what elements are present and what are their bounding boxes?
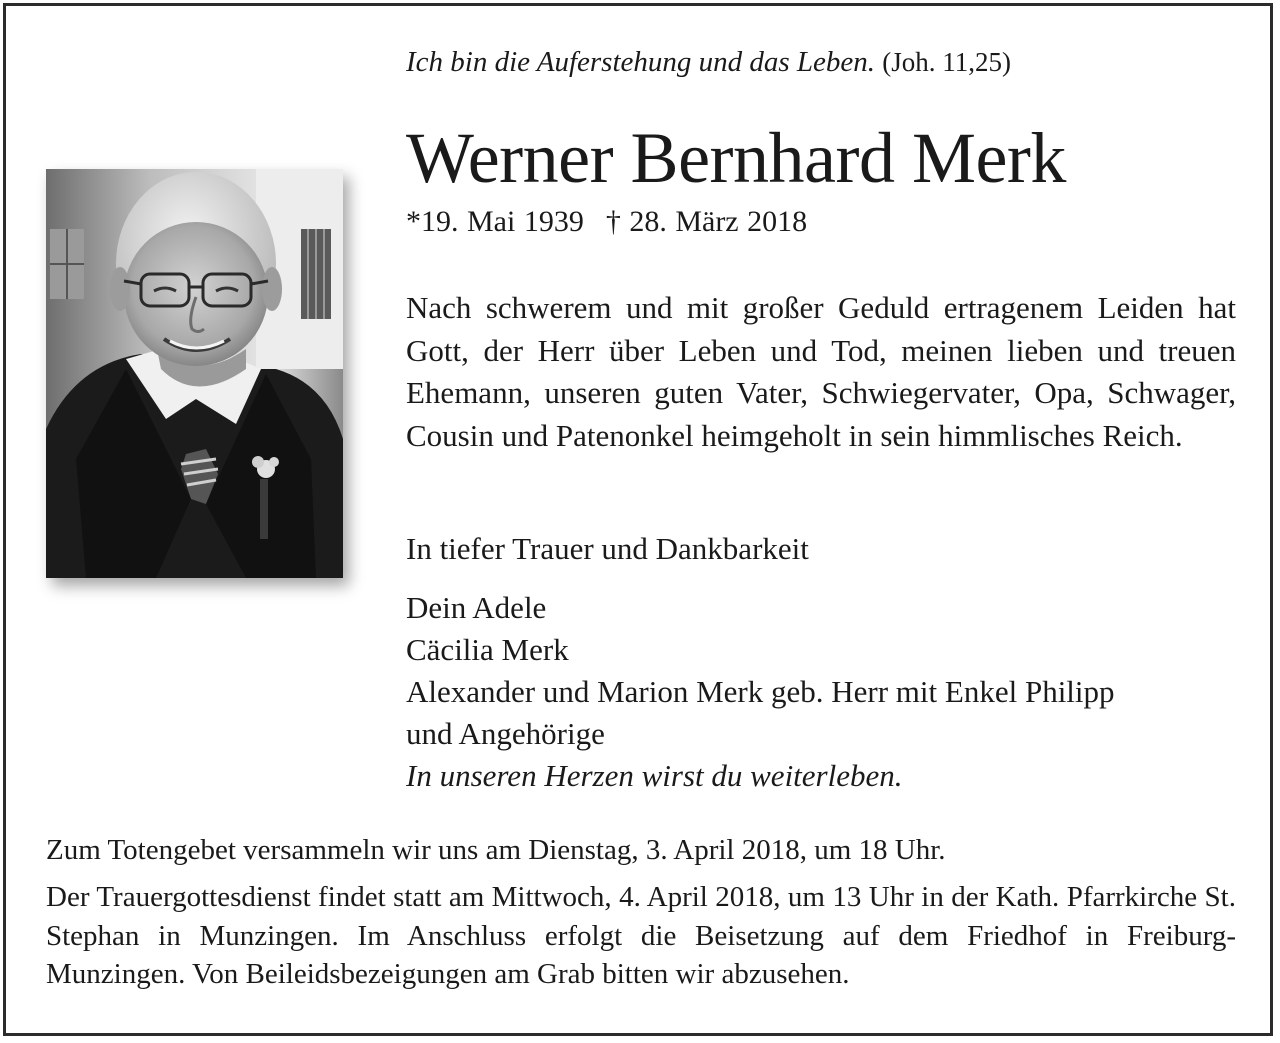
portrait-photo	[46, 169, 343, 578]
service-notice: Der Trauergottesdienst findet statt am Mittwoch, 4. April 2018, um 13 Uhr in der Kath. Pfarrkirche St. Stephan in Munzingen. Im Anschluss erfolgt die Beisetzung auf dem Friedhof in Freiburg-Munzingen. Von Beileidsbezeigungen am Grab bitten wir abzusehen.	[46, 881, 1236, 990]
life-dates	[406, 205, 807, 239]
obituary-message: Nach schwerem und mit großer Geduld ertragenem Leiden hat Gott, der Herr über Leben und Tod, meinen lieben und treuen Ehemann, unseren guten Vater, Schwiegervater, Opa, Schwager, Cousin und Patenonkel heimgeholt in sein himmlisches Reich.	[406, 290, 1236, 453]
verse-quote: Ich bin die Auferstehung und das Leben.	[406, 46, 876, 78]
mourner-line: Dein Adele	[406, 590, 547, 625]
mourner-line: Alexander und Marion Merk geb. Herr mit Enkel Philipp	[406, 674, 1115, 709]
thanks-line: In tiefer Trauer und Dankbarkeit	[406, 531, 809, 566]
mourner-line: und Angehörige	[406, 716, 605, 751]
birth-date: *19. Mai 1939	[406, 205, 584, 238]
closing-line: In unseren Herzen wirst du weiterleben.	[406, 758, 903, 793]
mourner-line: Cäcilia Merk	[406, 632, 569, 667]
portrait-illustration	[46, 169, 343, 578]
prayer-notice: Zum Totengebet versammeln wir uns am Dienstag, 3. April 2018, um 18 Uhr.	[46, 834, 946, 866]
mourners-list	[406, 587, 1115, 797]
deceased-name: Werner Bernhard Merk	[406, 118, 1066, 198]
death-date: † 28. März 2018	[605, 205, 808, 238]
bible-verse	[406, 46, 1011, 79]
verse-reference: (Joh. 11,25)	[882, 47, 1012, 77]
